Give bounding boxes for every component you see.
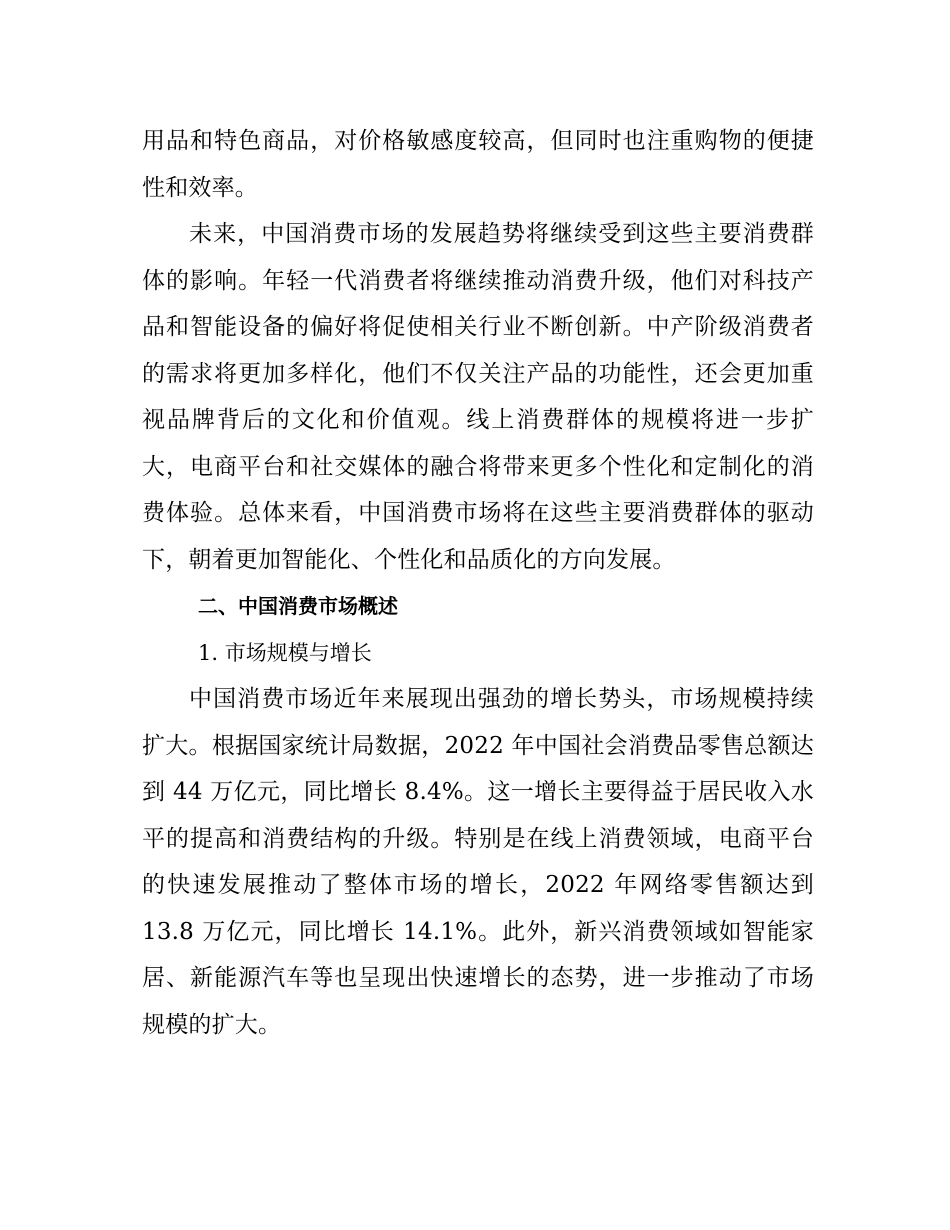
subsection-heading: 1. 市场规模与增长 bbox=[198, 640, 372, 665]
paragraph-future-trends: 未来，中国消费市场的发展趋势将继续受到这些主要消费群体的影响。年轻一代消费者将继续推动消费升级，他们对科技产品和智能设备的偏好将促使相关行业不断创新。中产阶级消费者的需求将更加多样化，他们不仅关注产品的功能性，还会更加重视品牌背后的文化和价值观。线上消费群体的规模将进一步扩大，电商平台和社交媒体的融合将带来更多个性化和定制化的消费体验。总体来看，中国消费市场将在这些主要消费群体的驱动下，朝着更加智能化、个性化和品质化的方向发展。 bbox=[142, 221, 814, 573]
paragraph-market-size: 中国消费市场近年来展现出强劲的增长势头，市场规模持续扩大。根据国家统计局数据，2022 年中国社会消费品零售总额达到 44 万亿元，同比增长 8.4%。这一增长主要得益于居民收入水平的提高和消费结构的升级。特别是在线上消费领域，电商平台的快速发展推动了整体市场的增长，2022 年网络零售额达到 13.8 万亿元，同比增长 14.1%。此外，新兴消费领域如智能家居、新能源汽车等也呈现出快速增长的态势，进一步推动了市场规模的扩大。 bbox=[142, 686, 814, 1038]
section-heading: 二、中国消费市场概述 bbox=[198, 594, 398, 618]
paragraph-continuation: 用品和特色商品，对价格敏感度较高，但同时也注重购物的便捷性和效率。 bbox=[142, 128, 814, 201]
document-body bbox=[142, 118, 814, 1048]
